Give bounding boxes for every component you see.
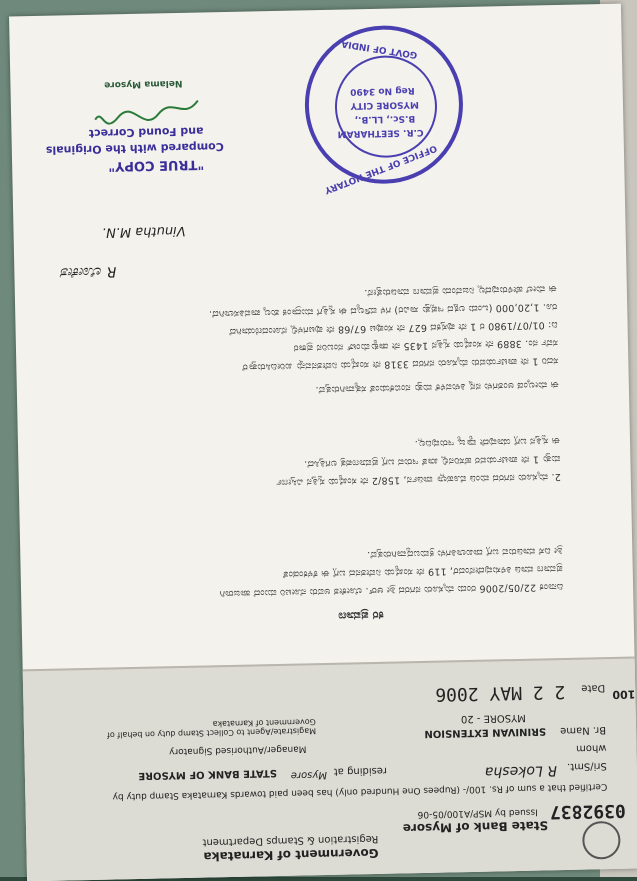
certified-text: Certified that a sum of Rs. 100/- (Rupees One Hundred only) has been paid towards Karnataka Stamp duty by: [112, 781, 608, 802]
true-copy-title: "TRUE COPY": [108, 156, 205, 174]
seal-ring-top: OFFICE OF THE NOTARY: [322, 142, 439, 196]
branch-name: SRINIVAN EXTENSION: [424, 725, 547, 739]
para1-line: ಪ್ರಮಾಣ ಮಾಡಿ ತಿಳಿಸುವುದೇನೆಂದರೆ, 119 ನೇ ಸಂಖ್ಯೆಯ ನಿವೇಶನದ ಬಗ್ಗೆ ಈ ಕೆಳಕಂಡಂತೆ: [282, 563, 563, 580]
para3-line: ಸದರಿ 1 ನೇ ಪಾರ್ಟಿಯವರು ಮೈಸೂರು ನಗರದ 3318 ನೇ ಸಂಖ್ಯೆಯ ನಿವೇಶನವನ್ನು ಖರೀದಿಸಿರುತ್ತಾರೆ: [242, 355, 559, 373]
department-name: Registration & Stamps Department: [202, 832, 379, 848]
true-copy-place: Nelama Mysore: [104, 77, 183, 90]
notary-seal: [303, 24, 464, 196]
witness-name: Vinutha M.N.: [101, 222, 186, 240]
stamp-paper-header: [23, 657, 637, 881]
authorised-note: Magistrate/Agent to Collect Stamp duty on behalf of Government of Karnataka: [107, 717, 317, 740]
document-page: [9, 4, 637, 881]
para2-line: 2. ಮೈಸೂರು ನಗರದ ಮಂಡಿ ಮೊಹಲ್ಲಾ ವಾರ್ಡಿನ, 158/2 ನೇ ಸಂಖ್ಯೆಯ ಸ್ವತ್ತಿನ ವಿಸ್ತೀರ್ಣ: [275, 471, 561, 489]
para1-line: ಶ್ರೀ ದಿಸೆ ಮಾಡಿರುವ ಬಗ್ಗೆ ದಾಖಲಾತಿಗಳು ಕ್ರಮಬದ್ಧವಾಗಿರುತ್ತವೆ.: [366, 545, 563, 561]
sri-smt-label: Sri/Smt.: [566, 760, 607, 772]
state-emblem-icon: [582, 821, 621, 860]
para2-line: ಮತ್ತು 1 ನೇ ಪಾರ್ಟಿಯವರ ಹೆಸರಿನಲ್ಲಿ ಖಾತೆ ಇರುವ ಬಗ್ಗೆ ಪ್ರಮಾಣಪತ್ರ ಲಗತ್ತಿಸಿದೆ.: [303, 453, 561, 470]
true-copy-line3: and Found Correct: [88, 124, 204, 140]
true-copy-line2: Compared with the Originals: [45, 140, 224, 157]
notary-qualification: B.Sc., LL.B.,: [354, 113, 416, 125]
true-copy-signature: [93, 91, 204, 127]
whom-label: whom: [575, 742, 607, 754]
side-number: 100: [612, 687, 636, 702]
payer-signature: R Lokesha: [484, 762, 558, 780]
deponent-signature: R ಲೋಕೇಶ: [60, 263, 117, 281]
para3-line: ರೂ. 1,20,000 (ಒಂದು ಲಕ್ಷದ ಇಪ್ಪತ್ತು ಸಾವಿರ) ಗಳ ಮೌಲ್ಯದ ಈ ಸ್ವತ್ತಿಗೆ ಮುದ್ರಾಂಕ ಶುಲ್ಕ ಪಾವತಿಸಲಾಗಿದೆ.: [208, 301, 558, 320]
seal-ring-bottom: GOVT OF INDIA: [340, 37, 419, 60]
residing-label: residing at: [333, 764, 387, 777]
para3-line: ಸರ್ವೆ ನಂ. 3889 ನೇ ಸಂಖ್ಯೆಯ ಸ್ವತ್ತಿನ 1435 ನೇ ಡಾಕ್ಯುಮೆಂಟ್ ನಂಬರಿನ ಪ್ರಕಾರ: [293, 337, 559, 354]
bank-branch-title: STATE BANK OF MYSORE: [138, 767, 278, 781]
government-title: Government of Karnataka: [203, 845, 379, 864]
rotated-content: [9, 4, 637, 881]
stamp-serial: 0392837: [549, 799, 626, 823]
notary-reg: Reg No 3490: [350, 85, 415, 97]
serial-prefix: Issued by MSP/A100/05-06: [417, 806, 538, 820]
branch-city: MYSORE - 20: [460, 711, 526, 725]
authorised-label: Manager/Authorised Signatory: [169, 743, 307, 757]
para1-line: ದಿನಾಂಕ 22/05/2006 ರಂದು ಮೈಸೂರು ನಗರದ ಶ್ರೀ ಆರ್. ಲೋಕೇಶ ಅವರು ನೋಟರಿ ಮುಂದೆ ಹಾಜರಾಗಿ: [219, 581, 564, 600]
affidavit-heading: ಕರ ಪ್ರಮಾಣ: [338, 608, 384, 623]
residing-value: Mysore: [290, 769, 328, 781]
notary-name: C.R. SEETHARAM: [337, 126, 424, 139]
para2-line: ಈ ಸ್ವತ್ತಿನ ಬಗ್ಗೆ ಯಾವುದೇ ವ್ಯಾಜ್ಯ ಇರುವುದಿಲ್ಲ.: [414, 435, 561, 450]
date-value: 2 2 MAY 2006: [435, 681, 566, 705]
para3-line: ದಿ: 01/07/1980 ರ 1 ನೇ ಪುಸ್ತಕದ 627 ನೇ ಸಂಪುಟ 67/68 ನೇ ಪುಟಗಳಲ್ಲಿ ನೋಂದಣಿಯಾಗಿದೆ: [229, 319, 558, 337]
para3-line: ಈ ಮೇಲ್ಕಂಡ ಅಂಶಗಳು ನನ್ನ ತಿಳುವಳಿಕೆ ಮತ್ತು ನಂಬಿಕೆಯಂತೆ ಸತ್ಯವಾಗಿರುತ್ತವೆ.: [315, 379, 559, 396]
branch-label: Br. Name: [560, 724, 607, 737]
para3-line: ಈ ಮೇಲೆ ಹೇಳಿರುವುದೆಲ್ಲ ನಿಜವೆಂದು ಪ್ರಮಾಣ ಮಾಡಿರುತ್ತೇನೆ.: [363, 283, 557, 299]
notary-city: MYSORE CITY: [350, 98, 420, 111]
date-label: Date: [581, 682, 606, 694]
bank-name: State Bank of Mysore: [402, 818, 549, 836]
